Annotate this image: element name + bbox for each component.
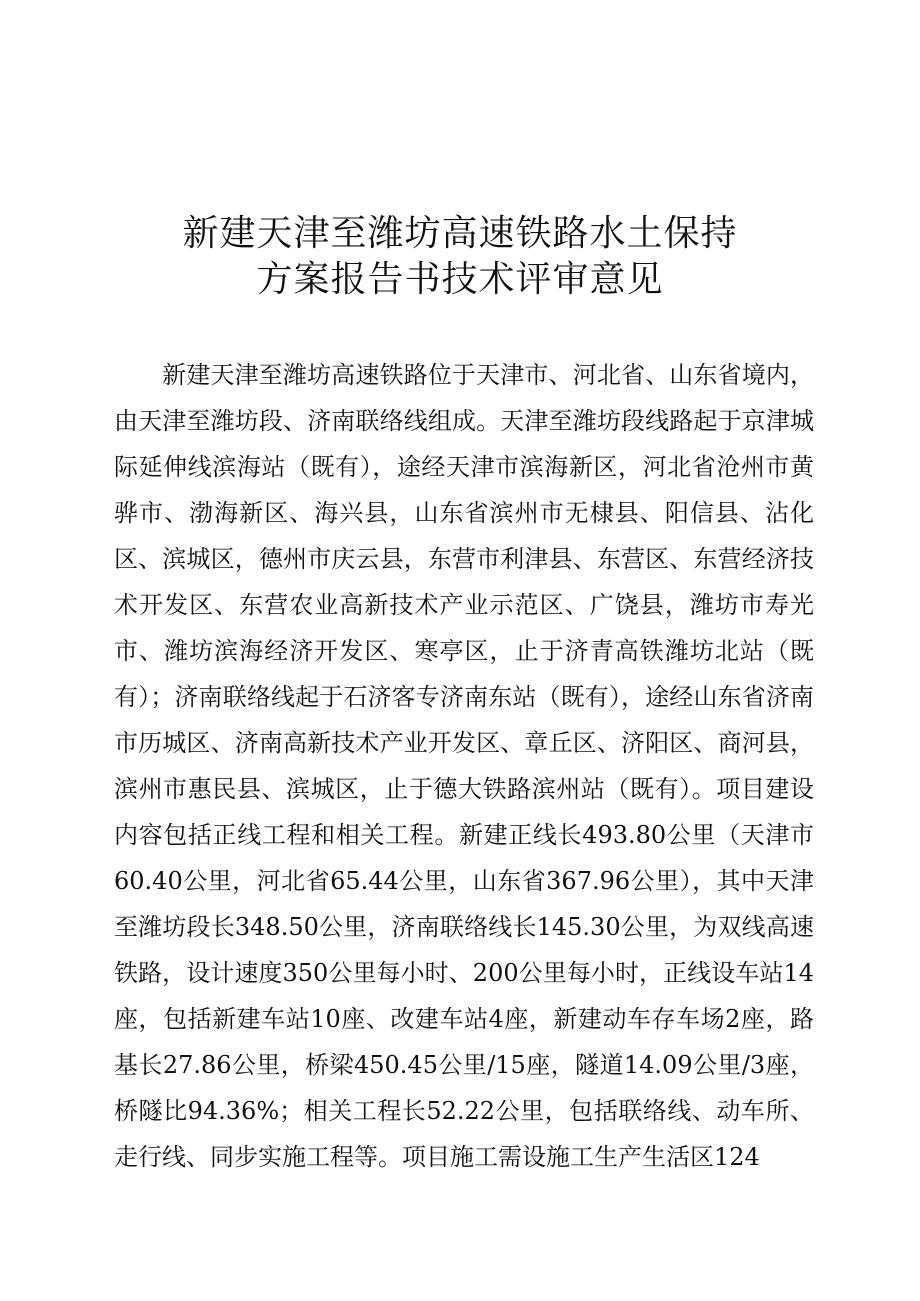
document-title-line-1: 新建天津至潍坊高速铁路水土保持 xyxy=(182,213,738,254)
document-title-line-2: 方案报告书技术评审意见 xyxy=(256,259,664,300)
body-paragraph xyxy=(114,352,814,1180)
paragraph-text: 新建天津至潍坊高速铁路位于天津市、河北省、山东省境内，由天津至潍坊段、济南联络线组成。天津至潍坊段线路起于京津城际延伸线滨海站（既有），途经天津市滨海新区，河北省沧州市黄骅市、渤海新区、海兴县，山东省滨州市无棣县、阳信县、沾化区、滨城区，德州市庆云县，东营市利津县、东营区、东营经济技术开发区、东营农业高新技术产业示范区、广饶县，潍坊市寿光市、潍坊滨海经济开发区、寒亭区，止于济青高铁潍坊北站（既有）；济南联络线起于石济客专济南东站（既有），途经山东省济南市历城区、济南高新技术产业开发区、章丘区、济阳区、商河县，滨州市惠民县、滨城区，止于德大铁路滨州站（既有）。项目建设内容包括正线工程和相关工程。新建正线长493.80公里（天津市60.40公里，河北省65.44公里，山东省367.96公里），其中天津至潍坊段长348.50公里，济南联络线长145.30公里，为双线高速铁路，设计速度350公里每小时、200公里每小时，正线设车站14座，包括新建车站10座、改建车站4座，新建动车存车场2座，路基长27.86公里，桥梁450.45公里/15座，隧道14.09公里/3座，桥隧比94.36%；相关工程长52.22公里，包括联络线、动车所、走行线、同步实施工程等。项目施工需设施工生产生活区124 xyxy=(114,361,814,1171)
